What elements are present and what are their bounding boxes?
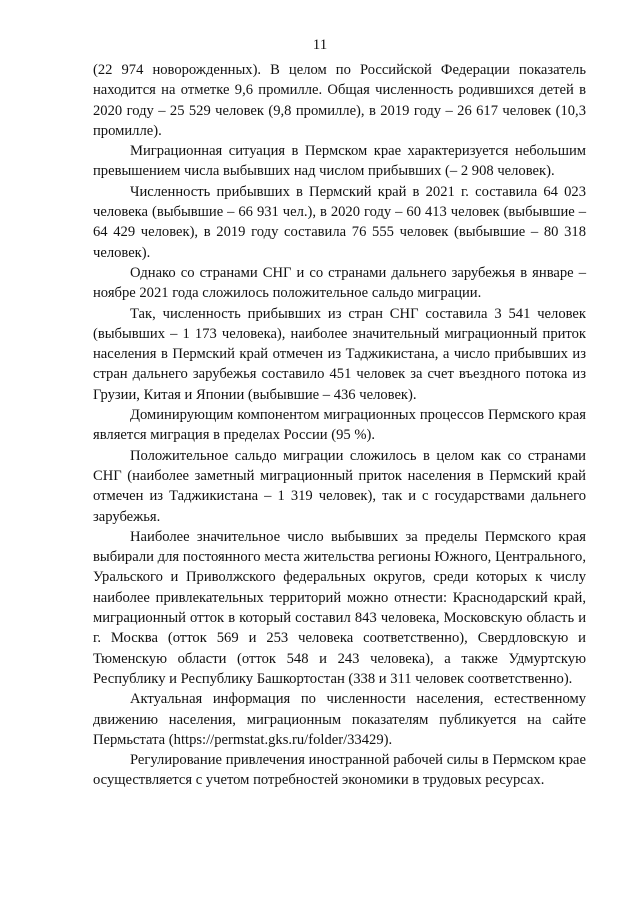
- paragraph-migration-situation: Миграционная ситуация в Пермском крае характеризуется небольшим превышением числа выбывших над числом прибывших (– 2 908 человек).: [93, 143, 586, 180]
- paragraph-arrivals-count: Численность прибывших в Пермский край в 2021 г. составила 64 023 человека (выбывшие – 66 931 чел.), в 2020 году – 60 413 человек (выбывшие – 64 429 человек), в 2019 году составила 76 555 человек (выбывшие – 80 318 человек).: [93, 183, 586, 261]
- paragraph-birth-stats: (22 974 новорожденных). В целом по Российской Федерации показатель находится на отметке 9,6 промилле. Общая численность родившихся детей в 2020 году – 25 529 человек (9,8 промилле), в 2019 году – 26 617 человек (10,3 промилле).: [93, 62, 586, 139]
- paragraph-cis-arrivals: Так, численность прибывших из стран СНГ составила 3 541 человек (выбывших – 1 173 человека), наиболее значительный миграционный приток населения в Пермский край отмечен из Таджикистана, а число прибывших из стран дальнего зарубежья составило 451 человек за счет въездного потока из Грузии, Китая и Японии (выбывшие – 436 человек).: [93, 305, 586, 403]
- paragraph-dominant-component: Доминирующим компонентом миграционных процессов Пермского края является миграция в пределах России (95 %).: [93, 407, 586, 444]
- page-number: 11: [312, 37, 328, 53]
- paragraph-outflow-regions: Наиболее значительное число выбывших за пределы Пермского края выбирали для постоянного места жительства регионы Южного, Центрального, Уральского и Приволжского федеральных округов, среди которых к числу наиболее привлекательных территорий можно отнести: Краснодарский край, миграционный отток в который составил 843 человека, Московскую область и г. Москва (отток 569 и 253 человека соответственно), Свердловскую и Тюменскую области (отток 548 и 243 человека), а также Удмуртскую Республику и Республику Башкортостан (338 и 311 человек соответственно).: [93, 528, 586, 687]
- paragraph-balance-cis: Положительное сальдо миграции сложилось в целом как со странами СНГ (наиболее заметный миграционный приток населения в Пермский край отмечен из Таджикистана – 1 319 человек), так и с государствами дальнего зарубежья.: [93, 447, 586, 525]
- document-body: [93, 60, 586, 791]
- paragraph-labor-regulation: Регулирование привлечения иностранной рабочей силы в Пермском крае осуществляется с учетом потребностей экономики в трудовых ресурсах.: [93, 752, 586, 789]
- paragraph-actual-info: Актуальная информация по численности населения, естественному движению населения, миграционным показателям публикуется на сайте Пермьстата (https://permstat.gks.ru/folder/33429).: [93, 691, 586, 748]
- paragraph-positive-balance: Однако со странами СНГ и со странами дальнего зарубежья в январе – ноябре 2021 года сложилось положительное сальдо миграции.: [93, 264, 586, 302]
